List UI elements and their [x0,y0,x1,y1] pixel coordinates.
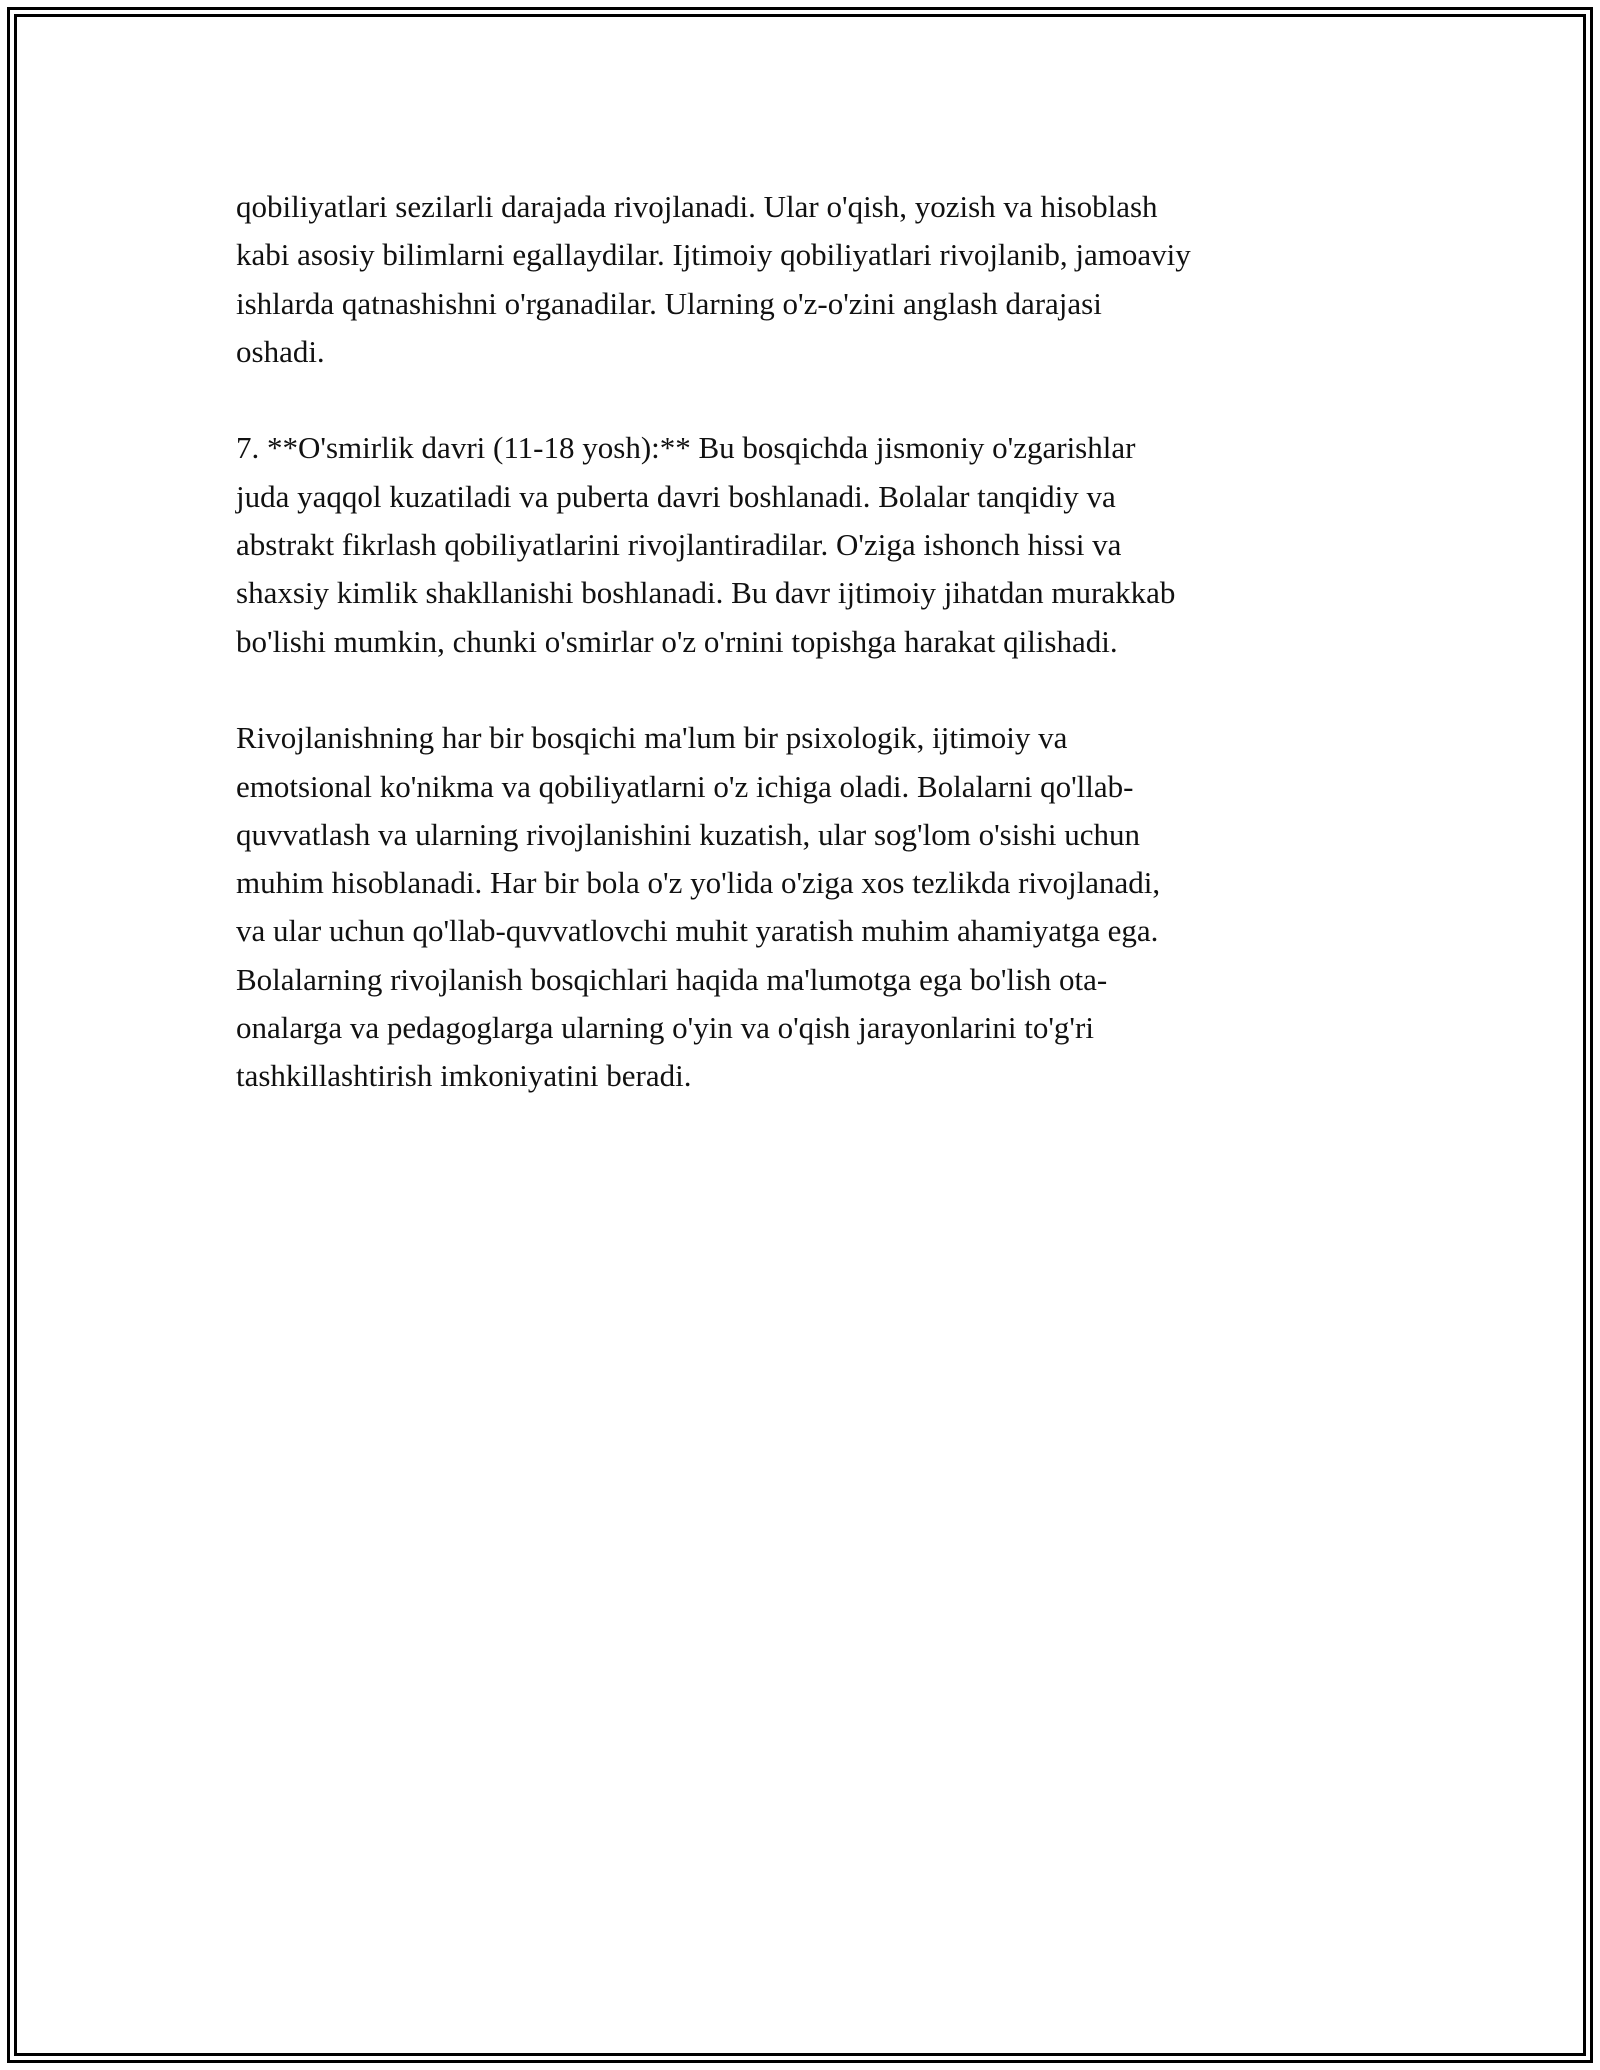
paragraph-continued-development: qobiliyatlari sezilarli darajada rivojlanadi. Ular o'qish, yozish va hisoblash kabi asosiy bilimlarni egallaydilar. Ijtimoiy qobiliyatlari rivojlanib, jamoaviy ishlarda qatnashishni o'rganadilar. Ularning o'z-o'zini anglash darajasi oshadi. [236,189,1191,369]
document-body [236,183,1376,1149]
paragraph-conclusion: Rivojlanishning har bir bosqichi ma'lum bir psixologik, ijtimoiy va emotsional ko'nikma va qobiliyatlarni o'z ichiga oladi. Bolalarni qo'llab- quvvatlash va ularning rivojlanishini kuzatish, ular sog'lom o'sishi uchun muhim hisoblanadi. Har bir bola o'z yo'lida o'ziga xos tezlikda rivojlanadi, va ular uchun qo'llab-quvvatlovchi muhit yaratish muhim ahamiyatga ega. Bolalarning rivojlanish bosqichlari haqida ma'lumotga ega bo'lish ota- onalarga va pedagoglarga ularning o'yin va o'qish jarayonlarini to'g'ri tashkillashtirish imkoniyatini beradi. [236,720,1161,1094]
paragraph-adolescence-stage: 7. **O'smirlik davri (11-18 yosh):** Bu bosqichda jismoniy o'zgarishlar juda yaqqol kuzatiladi va puberta davri boshlanadi. Bolalar tanqidiy va abstrakt fikrlash qobiliyatlarini rivojlantiradilar. O'ziga ishonch hissi va shaxsiy kimlik shakllanishi boshlanadi. Bu davr ijtimoiy jihatdan murakkab bo'lishi mumkin, chunki o'smirlar o'z o'rnini topishga harakat qilishadi. [236,430,1176,659]
